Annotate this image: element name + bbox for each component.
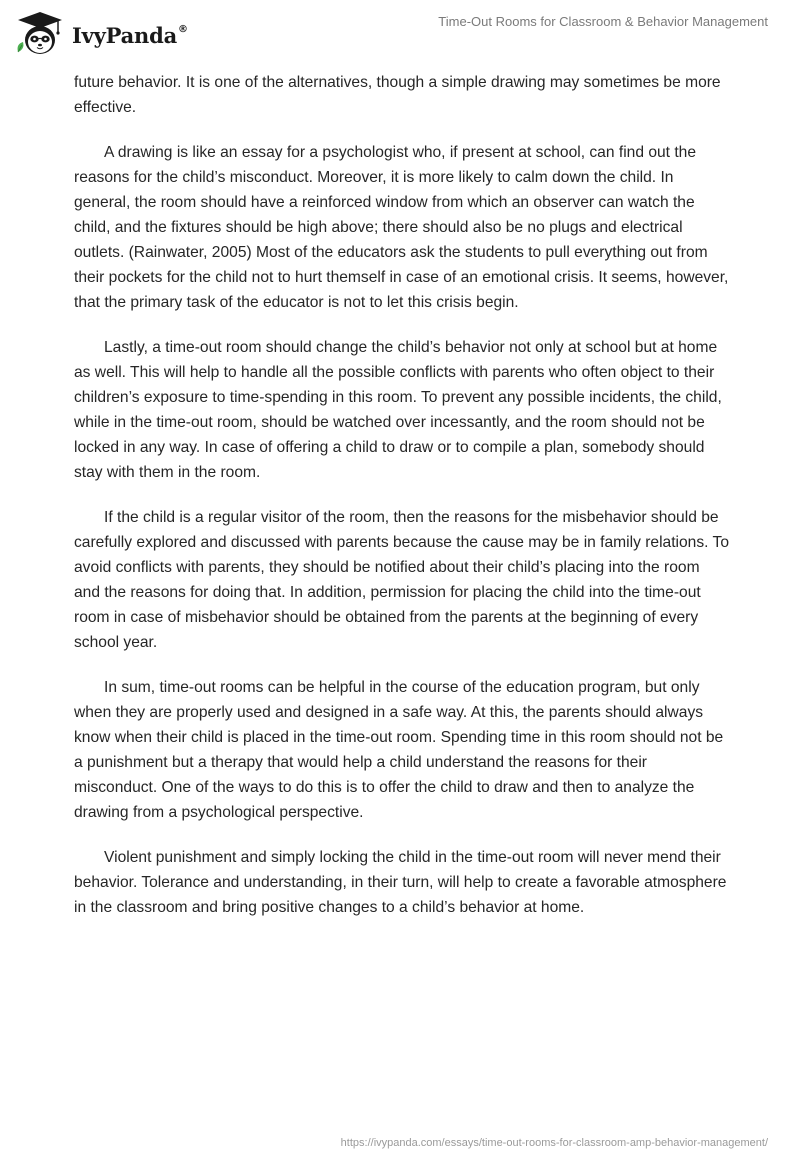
logo-name: IvyPanda: [72, 22, 178, 48]
essay-body: [74, 70, 729, 940]
paragraph: If the child is a regular visitor of the room, then the reasons for the misbehavior should be carefully explored and discussed with parents because the cause may be in family relations. To avoid conflicts with parents, they should be notified about their child’s placing into the room and the reasons for doing that. In addition, permission for placing the child into the time-out room in case of misbehavior should be obtained from the parents at the beginning of every school year.: [74, 509, 730, 651]
document-title: Time-Out Rooms for Classroom & Behavior Management: [438, 14, 768, 29]
paragraph: A drawing is like an essay for a psychologist who, if present at school, can find out the reasons for the child’s misconduct. Moreover, it is more likely to calm down the child. In general, the room should have a reinforced window from which an observer can watch the child, and the fixtures should be high above; there should also be no plugs and electrical outlets. (Rainwater, 2005) Most of the educators ask the students to pull everything out from their pockets for the child not to hurt themself in case of an emotional crisis. It seems, however, that the primary task of the educator is not to let this crisis begin.: [74, 144, 729, 311]
ivypanda-logo[interactable]: [14, 8, 188, 60]
page-header: [0, 0, 800, 70]
panda-graduate-icon: [14, 8, 66, 60]
registered-mark: ®: [178, 23, 188, 35]
paragraph-continuation: future behavior. It is one of the alternatives, though a simple drawing may sometimes be more effective.: [74, 74, 721, 116]
paragraph: Lastly, a time-out room should change the child’s behavior not only at school but at home as well. This will help to handle all the possible conflicts with parents who often object to their children’s exposure to time-spending in this room. To prevent any possible incidents, the child, while in the time-out room, should be watched over incessantly, and the room should not be locked in any way. In case of offering a child to draw or to compile a plan, somebody should stay with them in the room.: [74, 339, 722, 481]
paragraph: Violent punishment and simply locking the child in the time-out room will never mend their behavior. Tolerance and understanding, in their turn, will help to create a favorable atmosphere in the classroom and bring positive changes to a child’s behavior at home.: [74, 849, 727, 916]
logo-wordmark: [72, 23, 188, 48]
source-url-link[interactable]: https://ivypanda.com/essays/time-out-rooms-for-classroom-amp-behavior-management/: [340, 1137, 768, 1149]
paragraph: In sum, time-out rooms can be helpful in the course of the education program, but only when they are properly used and designed in a safe way. At this, the parents should always know when their child is placed in the time-out room. Spending time in this room should not be a punishment but a therapy that would help a child understand the reasons for their misconduct. One of the ways to do this is to offer the child to draw and then to analyze the drawing from a psychological perspective.: [74, 679, 724, 821]
